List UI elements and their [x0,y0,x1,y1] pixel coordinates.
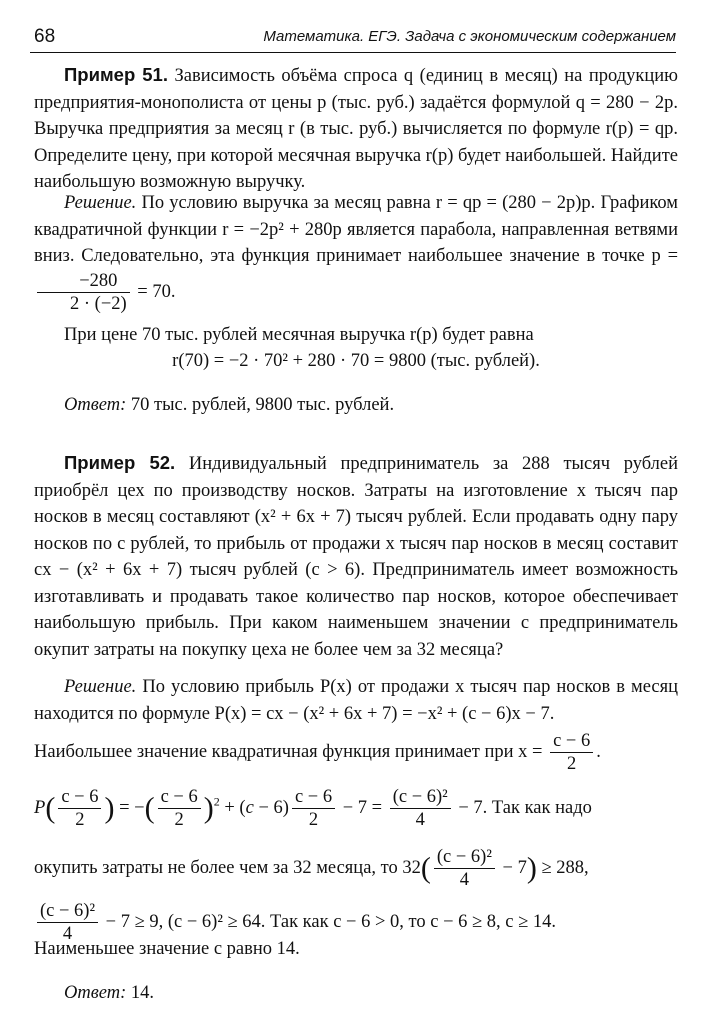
example-51-solution [34,190,678,315]
running-title: Математика. ЕГЭ. Задача с экономическим содержанием [263,28,676,45]
answer-text: 14. [130,983,154,1003]
fraction-denominator: 4 [459,870,469,890]
vertex-fraction [550,730,593,775]
fraction-denominator: 2 [308,810,319,830]
vertex-rhs: = 70. [137,281,176,302]
vertex-lhs: p = [651,246,679,266]
fraction-numerator: c − 6 [550,730,593,753]
vertex-numerator: −280 [37,270,130,293]
min-text: Наименьшее значение c равно 14. [34,939,300,959]
fraction-numerator: c − 6 [58,786,101,809]
fraction-numerator: (c − 6)² [37,900,98,923]
price-text: При цене 70 тыс. рублей месячная выручка r(p) будет равна [64,325,534,345]
fraction [158,786,201,831]
fraction-numerator: (c − 6)² [390,786,451,809]
example-52-text: Индивидуальный предприниматель за 288 тысяч рублей приобрёл цех по производству носков. Затраты на изготовление x тысяч пар носков в месяц составляют (x² + 6x + 7) тысяч рублей. Если продавать одну пару носков по c рублей, то прибыль от продажи x тысяч пар носков в месяц составит cx − (x² + 6x + 7) тысяч рублей (c > 6). Предприниматель имеет возможность изготавливать и продавать такое количество пар носков, которое обеспечивает наибольшую прибыль. При каком наименьшем значении c предприниматель окупит затраты на покупку цеха не более чем за 32 месяца? [34,454,678,660]
example-52-statement [34,450,678,663]
profit-at-vertex-line: P( $\frac{c - 6}{2}$ ) = −( $\frac{c - 6}{2}$ )$^2$ + (c − 6) $\frac{c - 6}{2}$ − 7 = $\frac{\text{(c − 6)²}}{4}$ − 7. Так как надо [34,787,592,830]
fraction [292,786,335,831]
revenue-formula: r(70) = −2 · 70² + 280 · 70 = 9800 (тыс. рублей). [172,351,540,371]
max-text: Наибольшее значение квадратичная функция принимает при x = [34,741,543,762]
page-number: 68 [34,26,56,47]
eq-line-end: − 7. Так как надо [458,797,592,818]
answer-text: 70 тыс. рублей, 9800 тыс. рублей. [130,395,395,415]
example-51-statement [34,62,678,196]
payback-line: окупить затраты не более чем за 32 месяца, то 32( $\frac{\text{(c − 6)²}}{4}$ − 7) ≥ 288, [34,847,589,890]
fraction-denominator: 4 [62,924,73,944]
example-51-label: Пример 51. [64,64,168,85]
vertex-denominator: 2 · (−2) [70,293,127,314]
fraction [434,846,495,891]
fraction-numerator: c − 6 [158,786,201,809]
solution-label: Решение. [64,677,137,697]
answer-label: Ответ: [64,395,127,415]
answer-label: Ответ: [64,983,127,1003]
page-header [30,26,676,53]
fraction [390,786,451,831]
example-52-solution [34,674,678,727]
example-52-label: Пример 52. [64,452,176,473]
fraction-denominator: 2 [174,810,184,830]
vertex-fraction [37,270,130,315]
fraction-denominator: 2 [567,754,577,774]
example-51-text: Зависимость объёма спроса q (единиц в месяц) на продукцию предприятия-монополиста от цены p (тыс. руб.) задаётся формулой q = 280 − 2p. Выручка предприятия за месяц r (в тыс. руб.) вычисляется по формуле r(p) = qp. Определите цену, при которой месячная выручка r(p) будет наибольшей. Найдите наибольшую возможную выручку. [34,66,678,192]
fraction-numerator: (c − 6)² [434,846,495,869]
example-51-answer [64,392,707,418]
fraction-numerator: c − 6 [292,786,335,809]
solution-label: Решение. [64,193,137,213]
fraction-denominator: 4 [415,810,425,830]
ineq-end: − 7 ≥ 9, (c − 6)² ≥ 64. Так как c − 6 > 0, то c − 6 ≥ 8, c ≥ 14. [105,911,557,932]
example-52-answer [64,980,707,1006]
fraction-denominator: 2 [75,810,85,830]
fraction [58,786,101,831]
payback-text: окупить затраты не более чем за 32 месяца, то 32 [34,857,421,878]
solution-text: По условию прибыль P(x) от продажи x тысяч пар носков в месяц находится по формуле P(x) = cx − (x² + 6x + 7) = −x² + (c − 6)x − 7. [34,677,679,724]
max-line: Наибольшее значение квадратичная функция принимает при x = $\frac{c - 6}{2}$ . [34,731,601,774]
payback-end: ≥ 288, [541,857,589,878]
solution-text: По условию выручка за месяц равна r = qp = (280 − 2p)p. Графиком квадратичной функции r = −2p² + 280p является парабола, направленная ветвями вниз. Следовательно, эта функция принимает наибольшее значение в точке [34,193,679,266]
